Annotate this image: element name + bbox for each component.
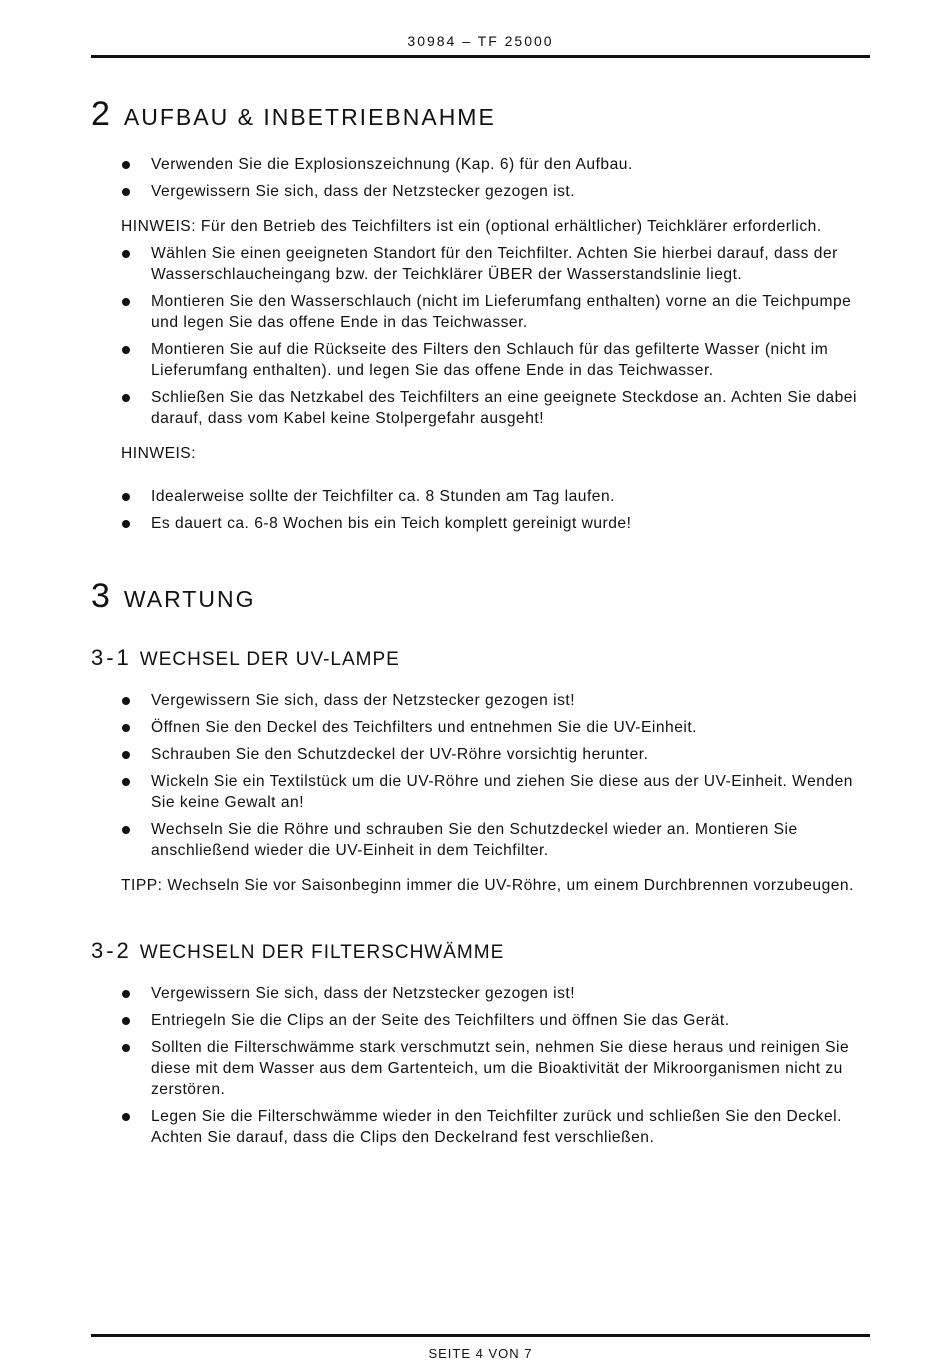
list-item: Es dauert ca. 6-8 Wochen bis ein Teich komplett gereinigt wurde!: [91, 513, 871, 534]
list-item: Montieren Sie den Wasserschlauch (nicht im Lieferumfang enthalten) vorne an die Teichpumpe und legen Sie das offene Ende in das Teichwasser.: [91, 291, 871, 333]
list-item: Wechseln Sie die Röhre und schrauben Sie den Schutzdeckel wieder an. Montieren Sie anschließend wieder die UV-Einheit in dem Teichfilter.: [91, 819, 871, 861]
list-item: Vergewissern Sie sich, dass der Netzstecker gezogen ist!: [91, 690, 871, 711]
subsection-heading-3-2: [91, 936, 871, 968]
document-body: [91, 92, 871, 1154]
bullet-icon: [122, 520, 130, 528]
bullet-list: [91, 486, 871, 534]
bullet-icon: [122, 493, 130, 501]
list-item: Wickeln Sie ein Textilstück um die UV-Röhre und ziehen Sie diese aus der UV-Einheit. Wenden Sie keine Gewalt an!: [91, 771, 871, 813]
list-item: Öffnen Sie den Deckel des Teichfilters und entnehmen Sie die UV-Einheit.: [91, 717, 871, 738]
bullet-icon: [122, 1113, 130, 1121]
list-item: Verwenden Sie die Explosionszeichnung (Kap. 6) für den Aufbau.: [91, 154, 871, 175]
list-item: Legen Sie die Filterschwämme wieder in den Teichfilter zurück und schließen Sie den Deckel. Achten Sie darauf, dass die Clips den Deckelrand fest verschließen.: [91, 1106, 871, 1148]
section-title: WARTUNG: [123, 586, 256, 612]
list-item: Entriegeln Sie die Clips an der Seite des Teichfilters und öffnen Sie das Gerät.: [91, 1010, 871, 1031]
page-header: 30984 – TF 25000: [407, 33, 554, 49]
bullet-icon: [122, 1044, 130, 1052]
section-number: 2: [91, 95, 110, 133]
subsection-number: 3-2: [91, 938, 132, 963]
bullet-icon: [122, 188, 130, 196]
footer-rule: [91, 1334, 870, 1337]
list-item: Wählen Sie einen geeigneten Standort für den Teichfilter. Achten Sie hierbei darauf, dass der Wasserschlaucheingang bzw. der Teichklärer ÜBER der Wasserstandslinie liegt.: [91, 243, 871, 285]
subsection-title: WECHSEL DER UV-LAMPE: [139, 649, 400, 670]
bullet-icon: [122, 697, 130, 705]
header-rule: [91, 55, 870, 58]
list-item: Vergewissern Sie sich, dass der Netzstecker gezogen ist!: [91, 983, 871, 1004]
bullet-icon: [122, 250, 130, 258]
bullet-icon: [122, 298, 130, 306]
subsection-title: WECHSELN DER FILTERSCHWÄMME: [139, 942, 505, 963]
note-text: HINWEIS: Für den Betrieb des Teichfilters ist ein (optional erhältlicher) Teichklärer erforderlich.: [121, 218, 822, 235]
bullet-list: [91, 243, 871, 429]
bullet-icon: [122, 346, 130, 354]
section-heading-3: [91, 574, 871, 621]
bullet-icon: [122, 1017, 130, 1025]
bullet-list: [91, 983, 871, 1148]
bullet-icon: [122, 724, 130, 732]
bullet-icon: [122, 778, 130, 786]
bullet-icon: [122, 394, 130, 402]
list-item: Vergewissern Sie sich, dass der Netzstecker gezogen ist.: [91, 181, 871, 202]
list-item: Sollten die Filterschwämme stark verschmutzt sein, nehmen Sie diese heraus und reinigen Sie diese mit dem Wasser aus dem Gartenteich, um die Bioaktivität der Mikroorganismen nicht zu zerstören.: [91, 1037, 871, 1100]
list-item: Idealerweise sollte der Teichfilter ca. 8 Stunden am Tag laufen.: [91, 486, 871, 507]
subsection-heading-3-1: [91, 643, 871, 675]
bullet-icon: [122, 751, 130, 759]
bullet-icon: [122, 990, 130, 998]
section-heading-2: [91, 92, 871, 139]
bullet-list: [91, 690, 871, 861]
list-item: Montieren Sie auf die Rückseite des Filters den Schlauch für das gefilterte Wasser (nicht im Lieferumfang enthalten). und legen Sie das offene Ende in das Teichwasser.: [91, 339, 871, 381]
page-number: SEITE 4 VON 7: [428, 1346, 533, 1361]
section-title: AUFBAU & INBETRIEBNAHME: [123, 104, 496, 130]
tip-text: TIPP: Wechseln Sie vor Saisonbeginn immer die UV-Röhre, um einem Durchbrennen vorzubeugen.: [121, 877, 854, 894]
note-text: HINWEIS:: [121, 445, 197, 462]
bullet-list: [91, 154, 871, 202]
bullet-icon: [122, 826, 130, 834]
bullet-icon: [122, 161, 130, 169]
list-item: Schließen Sie das Netzkabel des Teichfilters an eine geeignete Steckdose an. Achten Sie dabei darauf, dass vom Kabel keine Stolpergefahr ausgeht!: [91, 387, 871, 429]
section-number: 3: [91, 577, 110, 615]
list-item: Schrauben Sie den Schutzdeckel der UV-Röhre vorsichtig herunter.: [91, 744, 871, 765]
subsection-number: 3-1: [91, 645, 132, 670]
